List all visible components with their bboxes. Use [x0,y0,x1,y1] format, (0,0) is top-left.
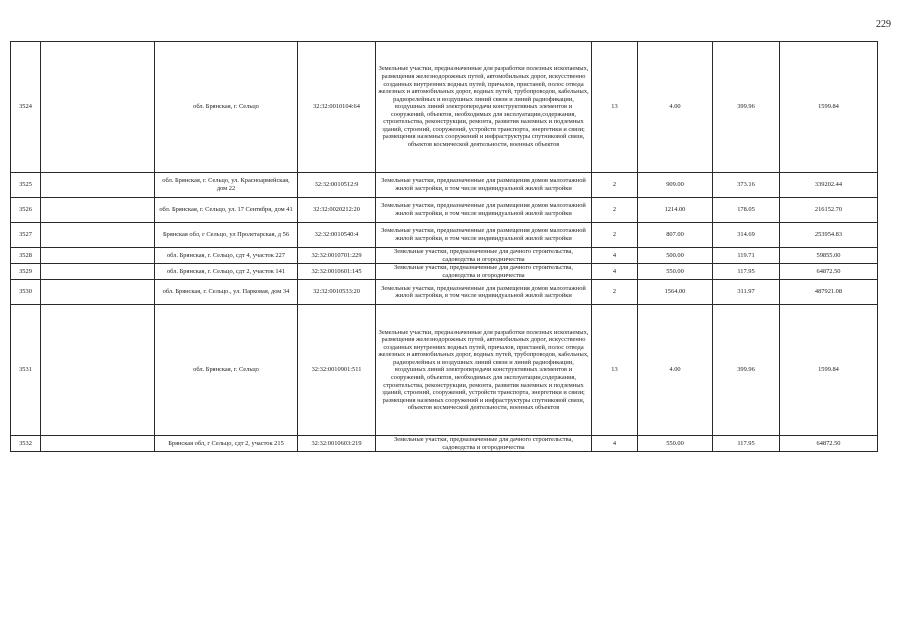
spacer-cell [41,264,155,280]
row-number-cell: 3531 [11,305,41,436]
address-cell: Брянская обл, г Сельцо, сдт 2, участок 215 [155,436,298,452]
cadastral-number-cell: 32:32:0010701:229 [298,248,376,264]
area-cell: 909.00 [638,173,713,198]
group-cell: 2 [592,280,638,305]
cadastral-value-cell: 216152.70 [780,198,878,223]
group-cell: 13 [592,42,638,173]
rate-cell: 311.97 [713,280,780,305]
rate-cell: 119.71 [713,248,780,264]
table-row [11,305,878,436]
cadastral-value-cell: 487921.08 [780,280,878,305]
cadastral-number-cell: 32:32:0010104:64 [298,42,376,173]
address-cell: Брянская обл, г Сельцо, ул Пролетарская, д 56 [155,223,298,248]
spacer-cell [41,305,155,436]
rate-cell: 314.69 [713,223,780,248]
rate-cell: 178.05 [713,198,780,223]
address-cell: обл. Брянская, г. Сельцо, ул. 17 Сентября, дом 41 [155,198,298,223]
land-use-cell: Земельные участки, предназначенные для разработки полезных ископаемых, размещения железнодорожных путей, автомобильных дорог, искусственно созданных внутренних водных путей, причалов, пристаней, полос отвода железных и автомобильных дорог, водных путей, трубопроводов, кабельных, радиорелейных и воздушных линий связи и линий радиофикации, воздушных линий электропередачи конструктивных элементов и сооружений, объектов, необходимых для эксплуатации,содержания, строительства, реконструкции, ремонта, развития наземных и подземных зданий, строений, сооружений, устройств транспорта, энергетики и связи; размещения наземных сооружений и инфраструктуры спутниковой связи, объектов космической деятельности, военных объектов [376,42,592,173]
table-row [11,280,878,305]
rate-cell: 117.95 [713,264,780,280]
land-use-cell: Земельные участки, предназначенные для дачного строительства, садоводства и огородничества [376,436,592,452]
land-use-cell: Земельные участки, предназначенные для дачного строительства, садоводства и огородничества [376,264,592,280]
address-cell: обл. Брянская, г. Сельцо [155,305,298,436]
land-use-cell: Земельные участки, предназначенные для размещения домов малоэтажной жилой застройки, в том числе индивидуальной жилой застройки [376,198,592,223]
table-row [11,198,878,223]
table-row [11,223,878,248]
group-cell: 2 [592,173,638,198]
area-cell: 1564.00 [638,280,713,305]
row-number-cell: 3528 [11,248,41,264]
table-row [11,436,878,452]
rate-cell: 373.16 [713,173,780,198]
spacer-cell [41,223,155,248]
address-cell: обл. Брянская, г. Сельцо, ул. Красноармейская, дом 22 [155,173,298,198]
group-cell: 4 [592,264,638,280]
spacer-cell [41,248,155,264]
table-row [11,264,878,280]
row-number-cell: 3524 [11,42,41,173]
group-cell: 4 [592,436,638,452]
table-row [11,248,878,264]
table-row [11,42,878,173]
page-number: 229 [876,19,891,30]
row-number-cell: 3532 [11,436,41,452]
spacer-cell [41,436,155,452]
cadastral-value-cell: 1599.84 [780,305,878,436]
spacer-cell [41,42,155,173]
cadastral-value-cell: 253954.83 [780,223,878,248]
rate-cell: 399.96 [713,305,780,436]
row-number-cell: 3527 [11,223,41,248]
cadastral-value-cell: 64872.50 [780,264,878,280]
cadastral-number-cell: 32:32:0010901:511 [298,305,376,436]
rate-cell: 117.95 [713,436,780,452]
row-number-cell: 3529 [11,264,41,280]
address-cell: обл. Брянская, г. Сельцо, сдт 2, участок 141 [155,264,298,280]
address-cell: обл. Брянская, г. Сельцо, сдт 4, участок 227 [155,248,298,264]
cadastral-number-cell: 32:32:0010603:219 [298,436,376,452]
cadastral-number-cell: 32:32:0020212:20 [298,198,376,223]
spacer-cell [41,173,155,198]
area-cell: 807.00 [638,223,713,248]
area-cell: 550.00 [638,436,713,452]
address-cell: обл. Брянская, г. Сельцо., ул. Парковая, дом 34 [155,280,298,305]
cadastral-number-cell: 32:32:0010601:145 [298,264,376,280]
table-row [11,173,878,198]
area-cell: 550.00 [638,264,713,280]
cadastral-number-cell: 32:32:0010540:4 [298,223,376,248]
cadastral-value-cell: 59855.00 [780,248,878,264]
land-use-cell: Земельные участки, предназначенные для размещения домов малоэтажной жилой застройки, в том числе индивидуальной жилой застройки [376,223,592,248]
address-cell: обл. Брянская, г. Сельцо [155,42,298,173]
cadastral-value-cell: 1599.84 [780,42,878,173]
group-cell: 4 [592,248,638,264]
cadastral-number-cell: 32:32:0010533:20 [298,280,376,305]
group-cell: 13 [592,305,638,436]
cadastral-number-cell: 32:32:0010512:9 [298,173,376,198]
land-registry-table [10,41,878,452]
group-cell: 2 [592,223,638,248]
cadastral-value-cell: 64872.50 [780,436,878,452]
area-cell: 4.00 [638,305,713,436]
area-cell: 500.00 [638,248,713,264]
area-cell: 1214.00 [638,198,713,223]
land-use-cell: Земельные участки, предназначенные для размещения домов малоэтажной жилой застройки, в том числе индивидуальной жилой застройки [376,173,592,198]
land-use-cell: Земельные участки, предназначенные для разработки полезных ископаемых, размещения железнодорожных путей, автомобильных дорог, искусственно созданных внутренних водных путей, причалов, пристаней, полос отвода железных и автомобильных дорог, водных путей, трубопроводов, кабельных, радиорелейных и воздушных линий связи и линий радиофикации, воздушных линий электропередачи конструктивных элементов и сооружений, объектов, необходимых для эксплуатации,содержания, строительства, реконструкции, ремонта, развития наземных и подземных зданий, строений, сооружений, устройств транспорта, энергетики и связи; размещения наземных сооружений и инфраструктуры спутниковой связи, объектов космической деятельности, военных объектов [376,305,592,436]
group-cell: 2 [592,198,638,223]
area-cell: 4.00 [638,42,713,173]
spacer-cell [41,280,155,305]
cadastral-value-cell: 339202.44 [780,173,878,198]
rate-cell: 399.96 [713,42,780,173]
row-number-cell: 3525 [11,173,41,198]
land-use-cell: Земельные участки, предназначенные для дачного строительства, садоводства и огородничества [376,248,592,264]
row-number-cell: 3530 [11,280,41,305]
row-number-cell: 3526 [11,198,41,223]
spacer-cell [41,198,155,223]
land-use-cell: Земельные участки, предназначенные для размещения домов малоэтажной жилой застройки, в том числе индивидуальной жилой застройки [376,280,592,305]
